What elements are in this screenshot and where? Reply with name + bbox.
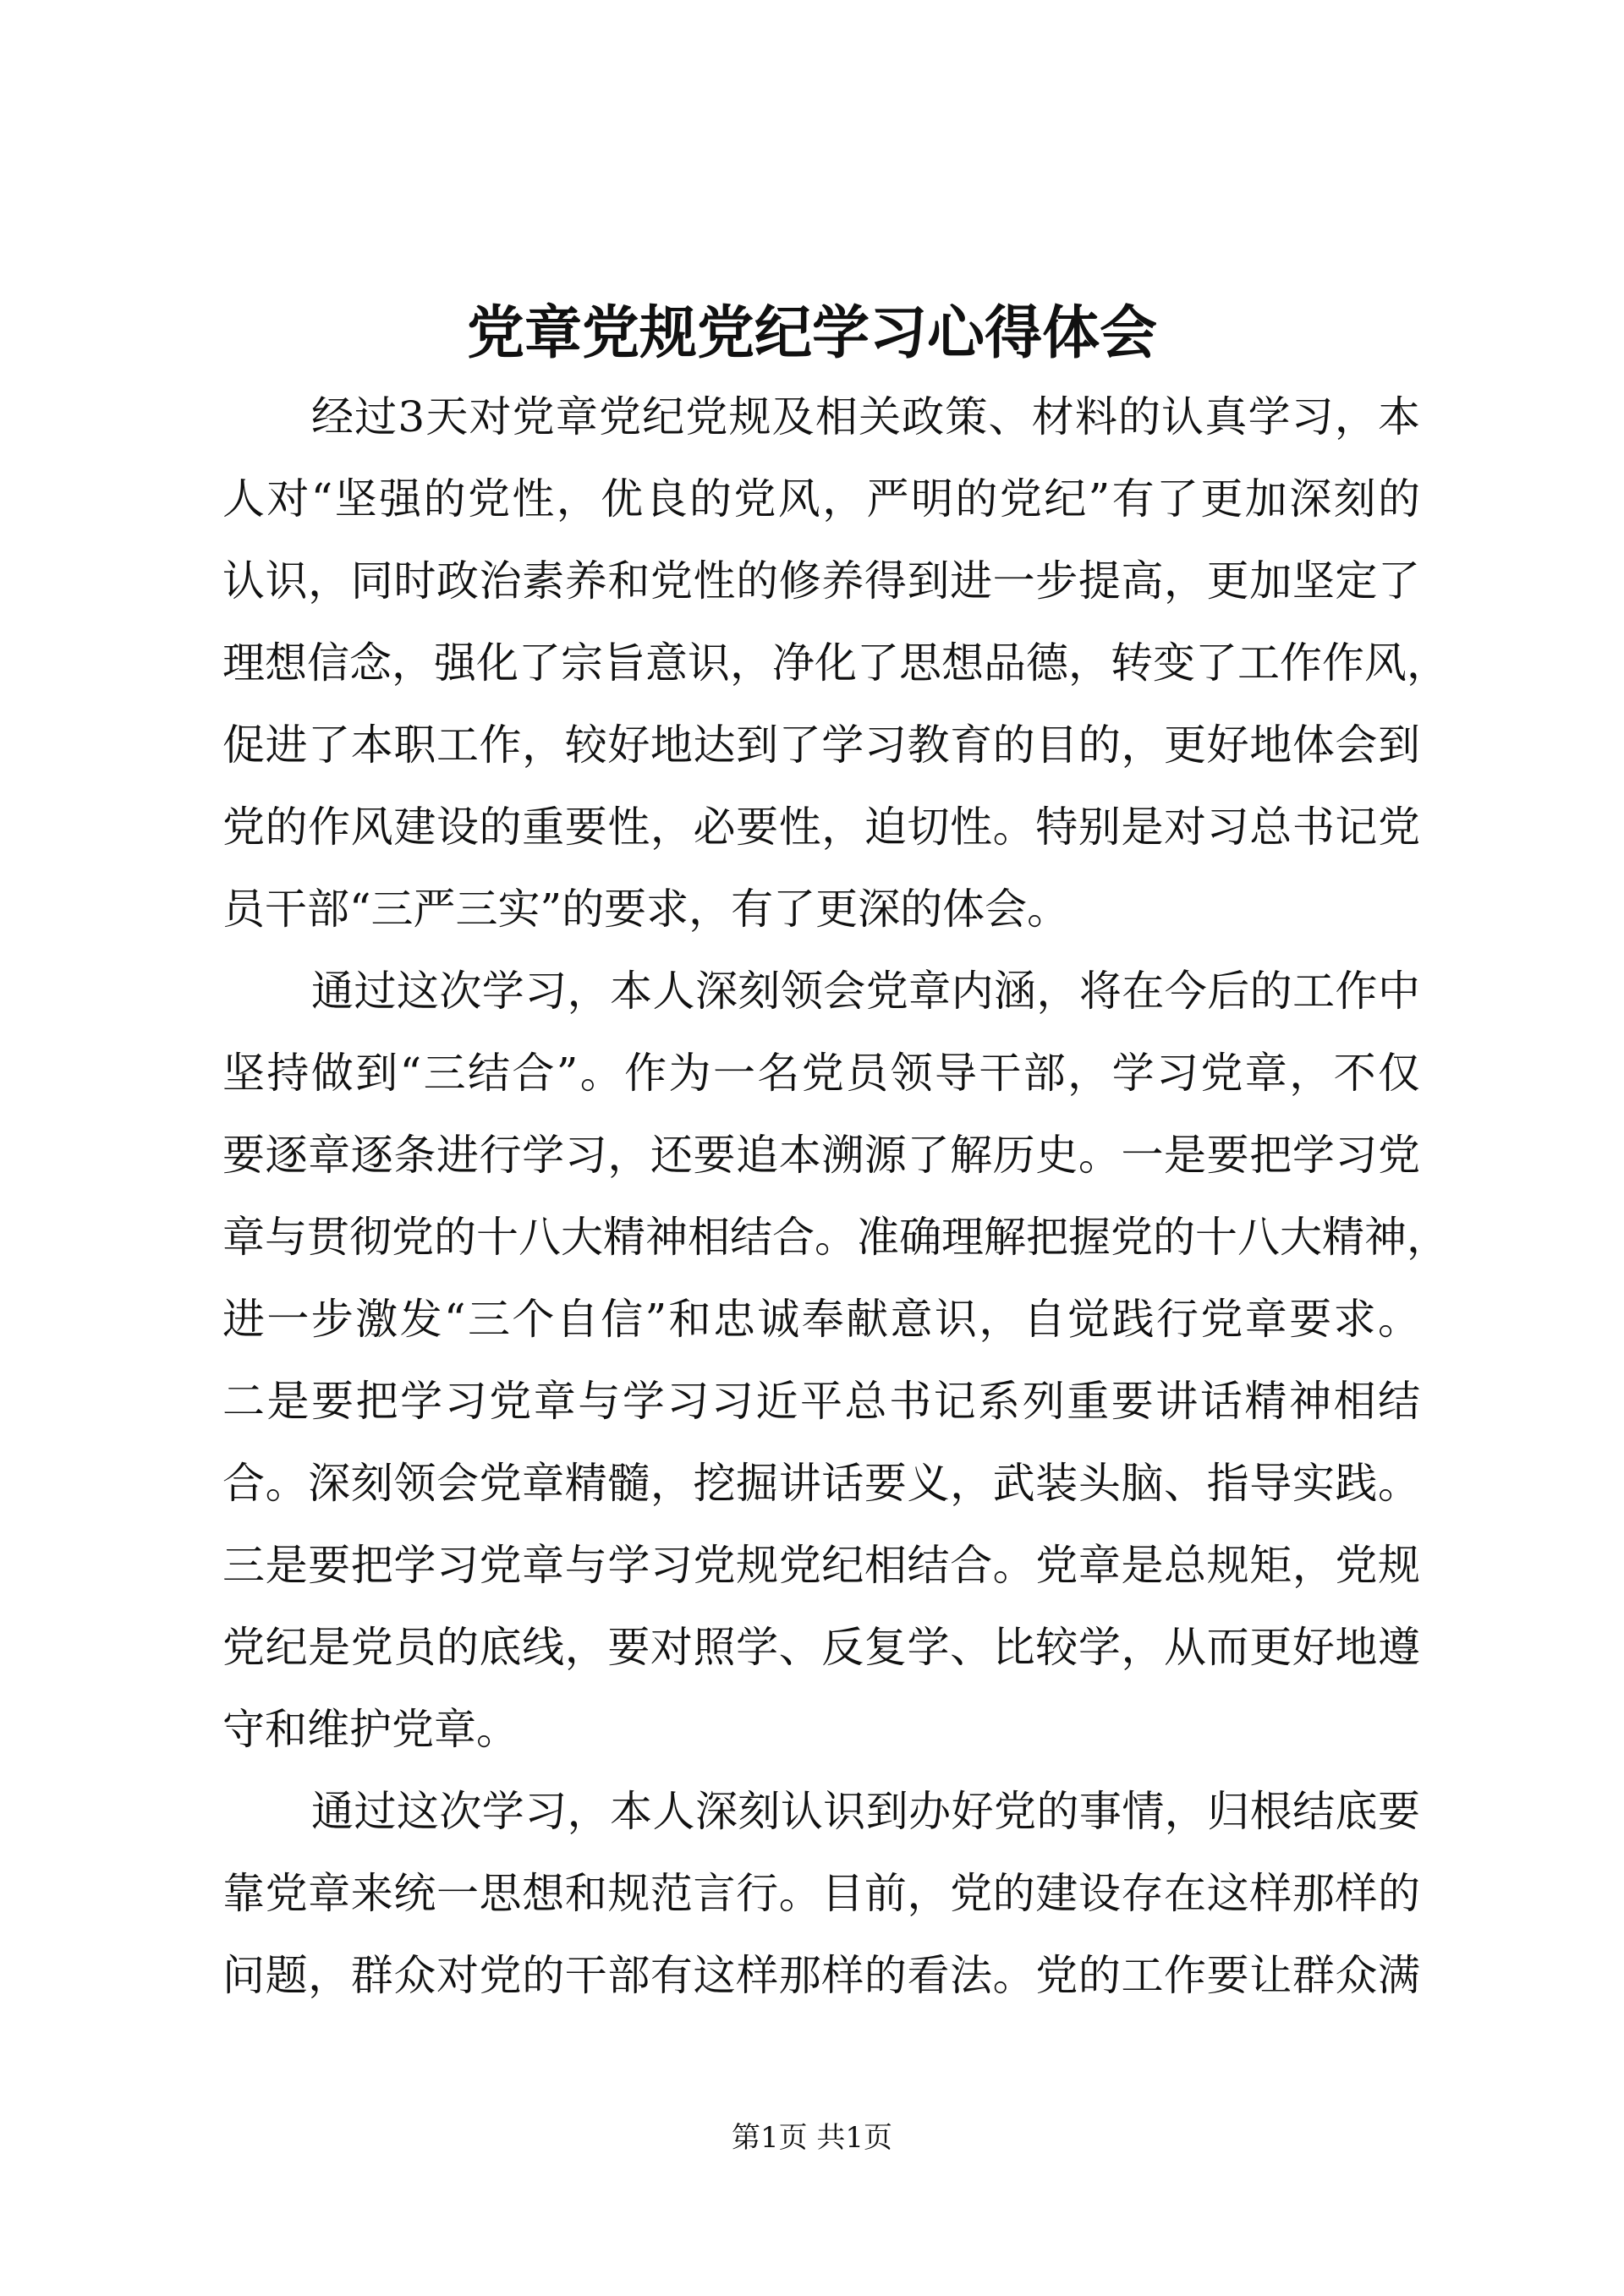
paragraph-line: 理想信念，强化了宗旨意识，净化了思想品德，转变了工作作风， <box>222 638 1449 688</box>
paragraph <box>222 951 1449 1771</box>
paragraph-line: 人对“坚强的党性，优良的党风，严明的党纪”有了更加深刻的 <box>222 474 1420 523</box>
document-title: 党章党规党纪学习心得体会 <box>466 299 1157 367</box>
paragraph-line: 党纪是党员的底线，要对照学、反复学、比较学，从而更好地遵 <box>222 1623 1420 1672</box>
page-footer: 第1页 共1页 <box>731 2121 893 2155</box>
paragraph-line: 促进了本职工作，较好地达到了学习教育的目的，更好地体会到 <box>222 721 1420 770</box>
document-body <box>222 376 1449 2017</box>
paragraph-line: 守和维护党章。 <box>222 1705 518 1754</box>
paragraph-line: 靠党章来统一思想和规范言行。目前，党的建设存在这样那样的 <box>222 1869 1420 1918</box>
paragraph <box>222 1771 1420 2017</box>
paragraph-line: 要逐章逐条进行学习，还要追本溯源了解历史。一是要把学习党 <box>222 1131 1420 1180</box>
paragraph <box>222 376 1449 951</box>
paragraph-line: 坚持做到“三结合”。作为一名党员领导干部，学习党章，不仅 <box>222 1049 1420 1098</box>
paragraph-line: 合。深刻领会党章精髓，挖掘讲话要义，武装头脑、指导实践。 <box>222 1459 1420 1508</box>
paragraph-line: 经过3天对党章党纪党规及相关政策、材料的认真学习，本 <box>311 392 1420 441</box>
paragraph-line: 员干部“三严三实”的要求，有了更深的体会。 <box>222 885 1070 934</box>
paragraph-line: 认识，同时政治素养和党性的修养得到进一步提高，更加坚定了 <box>222 556 1420 606</box>
paragraph-line: 问题，群众对党的干部有这样那样的看法。党的工作要让群众满 <box>222 1951 1420 2000</box>
paragraph-line: 进一步激发“三个自信”和忠诚奉献意识，自觉践行党章要求。 <box>222 1295 1420 1344</box>
paragraph-line: 二是要把学习党章与学习习近平总书记系列重要讲话精神相结 <box>222 1377 1420 1426</box>
paragraph-line: 党的作风建设的重要性，必要性，迫切性。特别是对习总书记党 <box>222 803 1420 852</box>
paragraph-line: 通过这次学习，本人深刻认识到办好党的事情，归根结底要 <box>311 1787 1420 1836</box>
paragraph-line: 通过这次学习，本人深刻领会党章内涵，将在今后的工作中 <box>311 967 1420 1016</box>
paragraph-line: 章与贯彻党的十八大精神相结合。准确理解把握党的十八大精神， <box>222 1213 1449 1262</box>
paragraph-line: 三是要把学习党章与学习党规党纪相结合。党章是总规矩，党规 <box>222 1541 1420 1590</box>
